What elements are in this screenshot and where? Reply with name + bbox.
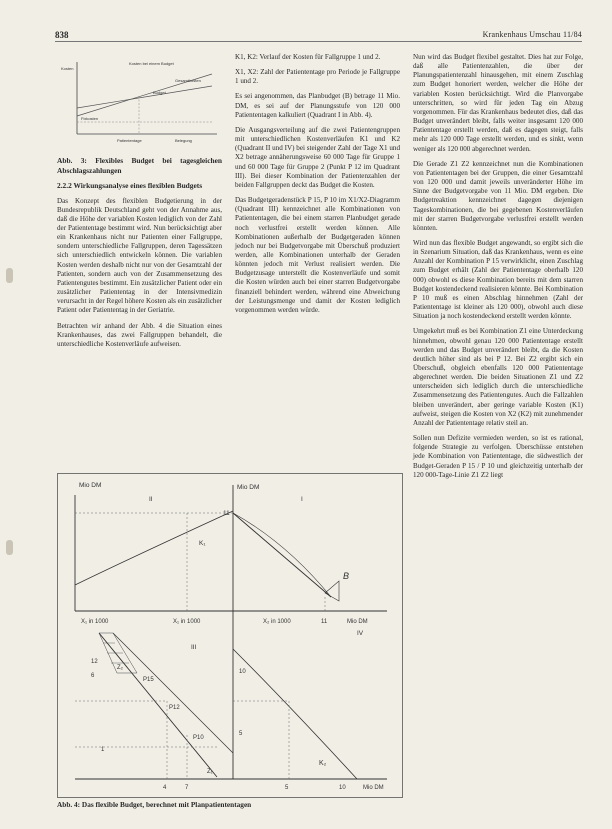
point-p15: P15 <box>143 677 154 683</box>
quadrant-label: II <box>149 496 153 503</box>
tick-label: 5 <box>239 731 243 737</box>
tick-label: 1 <box>101 747 105 753</box>
body-paragraph: Betrachten wir anhand der Abb. 4 die Situation eines Krankenhauses, das zwei Fallgruppen behandelt, die unterschiedliche Kostenverläufe aufweisen. <box>57 321 222 348</box>
figure-3-chart <box>57 56 222 151</box>
point-z1: Z₁ <box>207 769 213 775</box>
figure-3-caption: Abb. 3: Flexibles Budget bei tagesgleichen Abschlagszahlungen <box>57 156 222 175</box>
body-paragraph: Das Konzept des flexiblen Budgetierung in der Bundesrepublik Deutschland geht von der Annahme aus, daß die Höhe der variablen Kosten lediglich von der Zahl der Patiententage bestimmt wird. Nun berücksichtigt aber ein Krankenhaus nicht nur Patienten einer Fallgruppe, sondern unterschiedliche Fallgruppen, deren Tagessätzen sich unterschiedlich entwickeln können. Die variablen Kosten werden deshalb nicht nur von der Gesamtzahl der Patienten, sondern auch von der Zusammensetzung des Patientengutes bestimmt. Ein zusätzlicher Patient oder ein zusätzlicher Patiententag in der Intensivmedizin verursacht in der Regel höhere Kosten als ein zusätzlicher Patient oder Patiententag in der Geriatrie. <box>57 196 222 315</box>
text-column-1 <box>57 156 222 355</box>
tick-label: 10 <box>339 785 346 791</box>
axis-label: Mio DM <box>363 785 384 791</box>
tick-label: 5 <box>285 785 289 791</box>
axis-label: Mio DM <box>347 619 368 625</box>
budget-b-line <box>233 513 331 597</box>
tick-label: 12 <box>91 659 98 665</box>
fig3-label: Belegung <box>175 138 192 143</box>
binder-hole <box>6 268 13 283</box>
section-heading: 2.2.2 Wirkungsanalyse eines flexiblen Budgets <box>57 181 203 190</box>
body-paragraph: Sollen nun Defizite vermieden werden, so ist es rational, folgende Strategie zu verfolgen. Überschüsse entstehen jede Kombination von Patiententage, die südwestlich der Budget-Geraden P 15 / P 10 und gleichzeitig unterhalb der 120 000-Tage-Linie Z1 Z2 liegt <box>413 434 583 479</box>
text-column-3 <box>413 53 583 486</box>
axis-label: Mio DM <box>237 484 260 491</box>
quadrant-label: I <box>301 496 303 503</box>
text-column-2 <box>235 53 400 321</box>
body-paragraph: Wird nun das flexible Budget angewandt, so ergibt sich die in Szenarium Situation, daß das Krankenhaus, wenn es eine Anzahl der Kombination P 15 verwirklicht, einen Zuschlag zum Budget erhält (Zahl der Patiententage oberhalb 120 000) obwohl es diese Kombination bereits mit dem starren Budget kostendeckend realisieren könnte. Bei Kombination P 10 muß es einen Abschlag hinnehmen (Zahl der Patiententage ist kleiner als 120 000), obwohl auch diese Situation ja noch kostendeckend erstellt werden könnte. <box>413 238 583 321</box>
axis-label: X₁ in 1000 <box>81 619 109 625</box>
z1z2-line <box>99 633 217 777</box>
fig3-label: Budget <box>153 90 166 95</box>
fig3-label: Patiententage <box>117 138 142 143</box>
fig3-label: Kosten <box>61 66 74 71</box>
tick-label: 10 <box>239 669 246 675</box>
figure-4-caption: Abb. 4: Das flexible Budget, berechnet mit Planpatiententagen <box>57 800 252 809</box>
fig3-label: Fixkosten <box>81 116 99 121</box>
body-paragraph: Umgekehrt muß es bei Kombination Z1 eine Unterdeckung hinnehmen, obwohl genau 120 000 Patiententage erstellt werden und das Budget unverändert bleibt, da die Kosten deutlich höher sind als bei P 12. Bei Z2 ergibt sich ein Überschuß, obgleich ebenfalls 120 000 Patiententage abgerechnet werden. Die beiden Situationen Z1 und Z2 unterscheiden sich lediglich durch die unterschiedliche Zusammensetzung des Patientengutes. Auch die Fallzahlen bleiben unverändert, aber geringe variable Kosten (K1) aufweist, steigen die Kosten von X2 (K2) mit zunehmender Anzahl der Patiententage relativ steil an. <box>413 327 583 427</box>
quadrant-label: IV <box>357 630 364 637</box>
curve-label-k1: K₁ <box>199 540 206 547</box>
diagram-line <box>325 581 339 601</box>
budget-line-p15-p10 <box>113 633 233 753</box>
curve-label-b: B <box>343 571 350 581</box>
fig3-label: Kosten bei einem Budget <box>129 61 174 66</box>
figure-frame <box>58 474 403 798</box>
axis-label: Mio DM <box>79 482 102 489</box>
tick-label: 11 <box>321 619 328 625</box>
page-number: 838 <box>55 30 69 40</box>
k1-curve <box>75 511 233 585</box>
binder-hole <box>6 540 13 555</box>
body-paragraph: Die Gerade Z1 Z2 kennzeichnet nun die Kombinationen von Patiententagen bei der Gruppen, die einer Gesamtzahl von 120 000 und damit jeweils unveränderter Höhe im Sinne der Budgetvorgabe von 11 Mio. DM ergeben. Die Budgetreaktion kennzeichnet dagegen diejenigen Tageskombinationen, die bei gegebenen Kostenverläufen mit der starren Budgetvorgabe verlustfrei erstellt werden könnten. <box>413 159 583 232</box>
tick-label: 11 <box>223 510 230 517</box>
curve-label-k2: K₂ <box>319 760 327 767</box>
point-z2: Z₂ <box>117 665 123 671</box>
axis-label: X₁ in 1000 <box>173 619 201 625</box>
axis-label: X₂ in 1000 <box>263 619 291 625</box>
body-paragraph: Nun wird das Budget flexibel gestaltet. Dies hat zur Folge, daß alle Patientenzahlen, die über der Planungspatientenzahl hinausgehen, mit einem Zuschlag zum Budget honoriert werden, welcher die Höhe der variablen Kosten berücksichtigt. Wird die Planvorgabe unterschritten, so wird für jeden Tag ein Abzug vorgenommen. Für das Krankenhaus bedeutet dies, daß das Budget unverändert bleibt, falls weiter insgesamt 120 000 Patiententage erstellt werden, daß es dagegen steigt, falls mehr als 120 000 Tage erstellt werden, und es sinkt, wenn weniger als 120 000 abgerechnet werden. <box>413 53 583 153</box>
quadrant-label: III <box>191 644 197 651</box>
cost-line <box>77 86 212 108</box>
body-paragraph: K1, K2: Verlauf der Kosten für Fallgruppe 1 und 2. <box>235 53 381 61</box>
fig3-label: Gesamtkosten <box>175 78 201 83</box>
body-paragraph: Die Ausgangsverteilung auf die zwei Patientengruppen mit unterschiedlichen Kostenverläufen K1 und K2 (Quadrant II und IV) bei steigender Zahl der Tage X1 und X2 betrage annäherungsweise 60 000 Tage für Gruppe 1 und 60 000 Tage für Gruppe 2 (Punkt P 12 im Quadrant III). Bei dieser Kombination der Patientenzahlen der beiden Fallgruppen deckt das Budget die Kosten. <box>235 125 400 189</box>
body-paragraph: Es sei angenommen, das Planbudget (B) betrage 11 Mio. DM, es sei auf der Planungsstufe von 120 000 Patiententagen kalkuliert (Quadrant I in Abb. 4). <box>235 92 400 119</box>
point-p10: P10 <box>193 735 204 741</box>
figure-4-diagram <box>57 473 403 798</box>
header-rule <box>55 41 582 42</box>
tick-label: 4 <box>163 785 167 791</box>
k2-curve <box>233 649 357 779</box>
point-p12: P12 <box>169 705 180 711</box>
running-header: Krankenhaus Umschau 11/84 <box>482 30 582 39</box>
tick-label: 6 <box>91 673 95 679</box>
tick-label: 7 <box>185 785 189 791</box>
body-paragraph: Das Budgetgeradenstück P 15, P 10 im X1/X2-Diagramm (Quadrant III) kennzeichnet alle Kombinationen von Patiententagen, die bei einem starren Planbudget gerade noch verlustfrei erstellt werden können. Alle Kombinationen außerhalb der Budgetgeraden können jedoch nur bei Budgetvorgabe mit Überschuß produziert werden, alle Kombinationen unterhalb der Geraden könnten jedoch mit Verlust realisiert werden. Die Budgetzusage unterstellt die Kostenverläufe und somit die Kosten würden auch bei einer starren Budgetvorgabe finanziell behindert werden, während eine Abweichung der Leistungsmenge und damit der Kosten lediglich vorgenommen werden würde. <box>235 196 400 314</box>
body-paragraph: X1, X2: Zahl der Patiententage pro Periode je Fallgruppe 1 und 2. <box>235 68 400 86</box>
